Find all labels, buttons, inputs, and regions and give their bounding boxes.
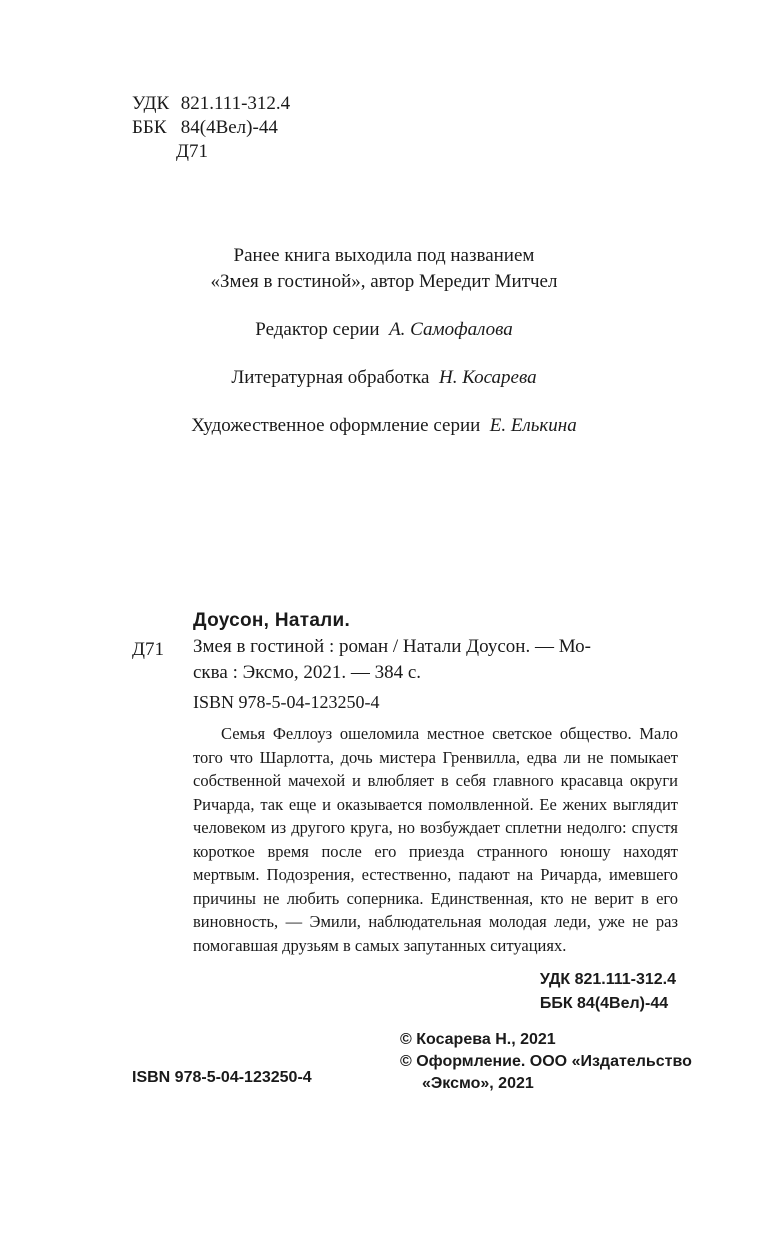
former-title-line-2: «Змея в гостиной», автор Мередит Митчел	[210, 271, 558, 292]
literary-credit	[0, 365, 768, 391]
catalog-code: Д71	[132, 639, 164, 660]
bottom-classification	[540, 968, 676, 1016]
former-title-line-1: Ранее книга выходила под названием	[233, 245, 535, 266]
catalog-title	[193, 634, 675, 686]
catalog-author: Доусон, Натали.	[193, 610, 351, 631]
art-credit	[0, 413, 768, 439]
copyright-block	[400, 1029, 692, 1095]
catalog-title-line-1: Змея в гостиной : роман / Натали Доусон. — Мо-	[193, 636, 591, 657]
copyright-design-line-1: © Оформление. ООО «Издательство	[400, 1053, 692, 1070]
udk-line	[132, 92, 290, 116]
bbk-line	[132, 116, 290, 140]
annotation-text: Семья Феллоуз ошеломила местное светское общество. Мало того что Шарлотта, дочь мистера Гренвилла, едва ли не помыкает собственной мачехой и влюбляет в себя главного красавца округи Ричарда, так еще и оказывается помолвленной. Ее жених выглядит человеком из другого круга, но возбуждает сплетни недолго: спустя короткое время после его приезда странного юношу находят мертвым. Подозрения, естественно, падают на Ричарда, имевшего причины не любить соперника. Единственная, кто не верит в его виновность, — Эмили, наблюдательная молодая леди, уже не раз помогавшая друзьям в самых запутанных ситуациях.	[193, 724, 678, 955]
annotation	[193, 722, 678, 957]
udk-label: УДК	[132, 93, 170, 114]
bottom-udk: УДК 821.111-312.4	[539, 971, 676, 988]
bbk-label: ББК	[132, 117, 167, 138]
catalog-isbn: ISBN 978-5-04-123250-4	[193, 692, 380, 712]
art-role: Художественное оформление серии	[191, 415, 481, 436]
series-editor-role: Редактор серии	[255, 319, 380, 340]
copyright-design-line-2: «Эксмо», 2021	[422, 1075, 534, 1092]
bottom-bbk: ББК 84(4Вел)-44	[539, 995, 669, 1012]
author-code-line	[132, 140, 290, 164]
literary-name: Н. Косарева	[438, 367, 537, 388]
catalog-title-line-2: сква : Эксмо, 2021. — 384 с.	[193, 662, 422, 683]
udk-value: 821.111-312.4	[180, 93, 291, 114]
bbk-value: 84(4Вел)-44	[180, 117, 278, 138]
art-name: Е. Елькина	[489, 415, 577, 436]
bottom-isbn: ISBN 978-5-04-123250-4	[132, 1069, 312, 1086]
author-code: Д71	[176, 141, 208, 162]
literary-role: Литературная обработка	[231, 367, 430, 388]
classification-header	[132, 92, 290, 164]
copyright-author: © Косарева Н., 2021	[400, 1031, 556, 1048]
credits-block	[0, 243, 768, 439]
series-editor-name: А. Самофалова	[389, 319, 513, 340]
series-editor-credit	[0, 317, 768, 343]
